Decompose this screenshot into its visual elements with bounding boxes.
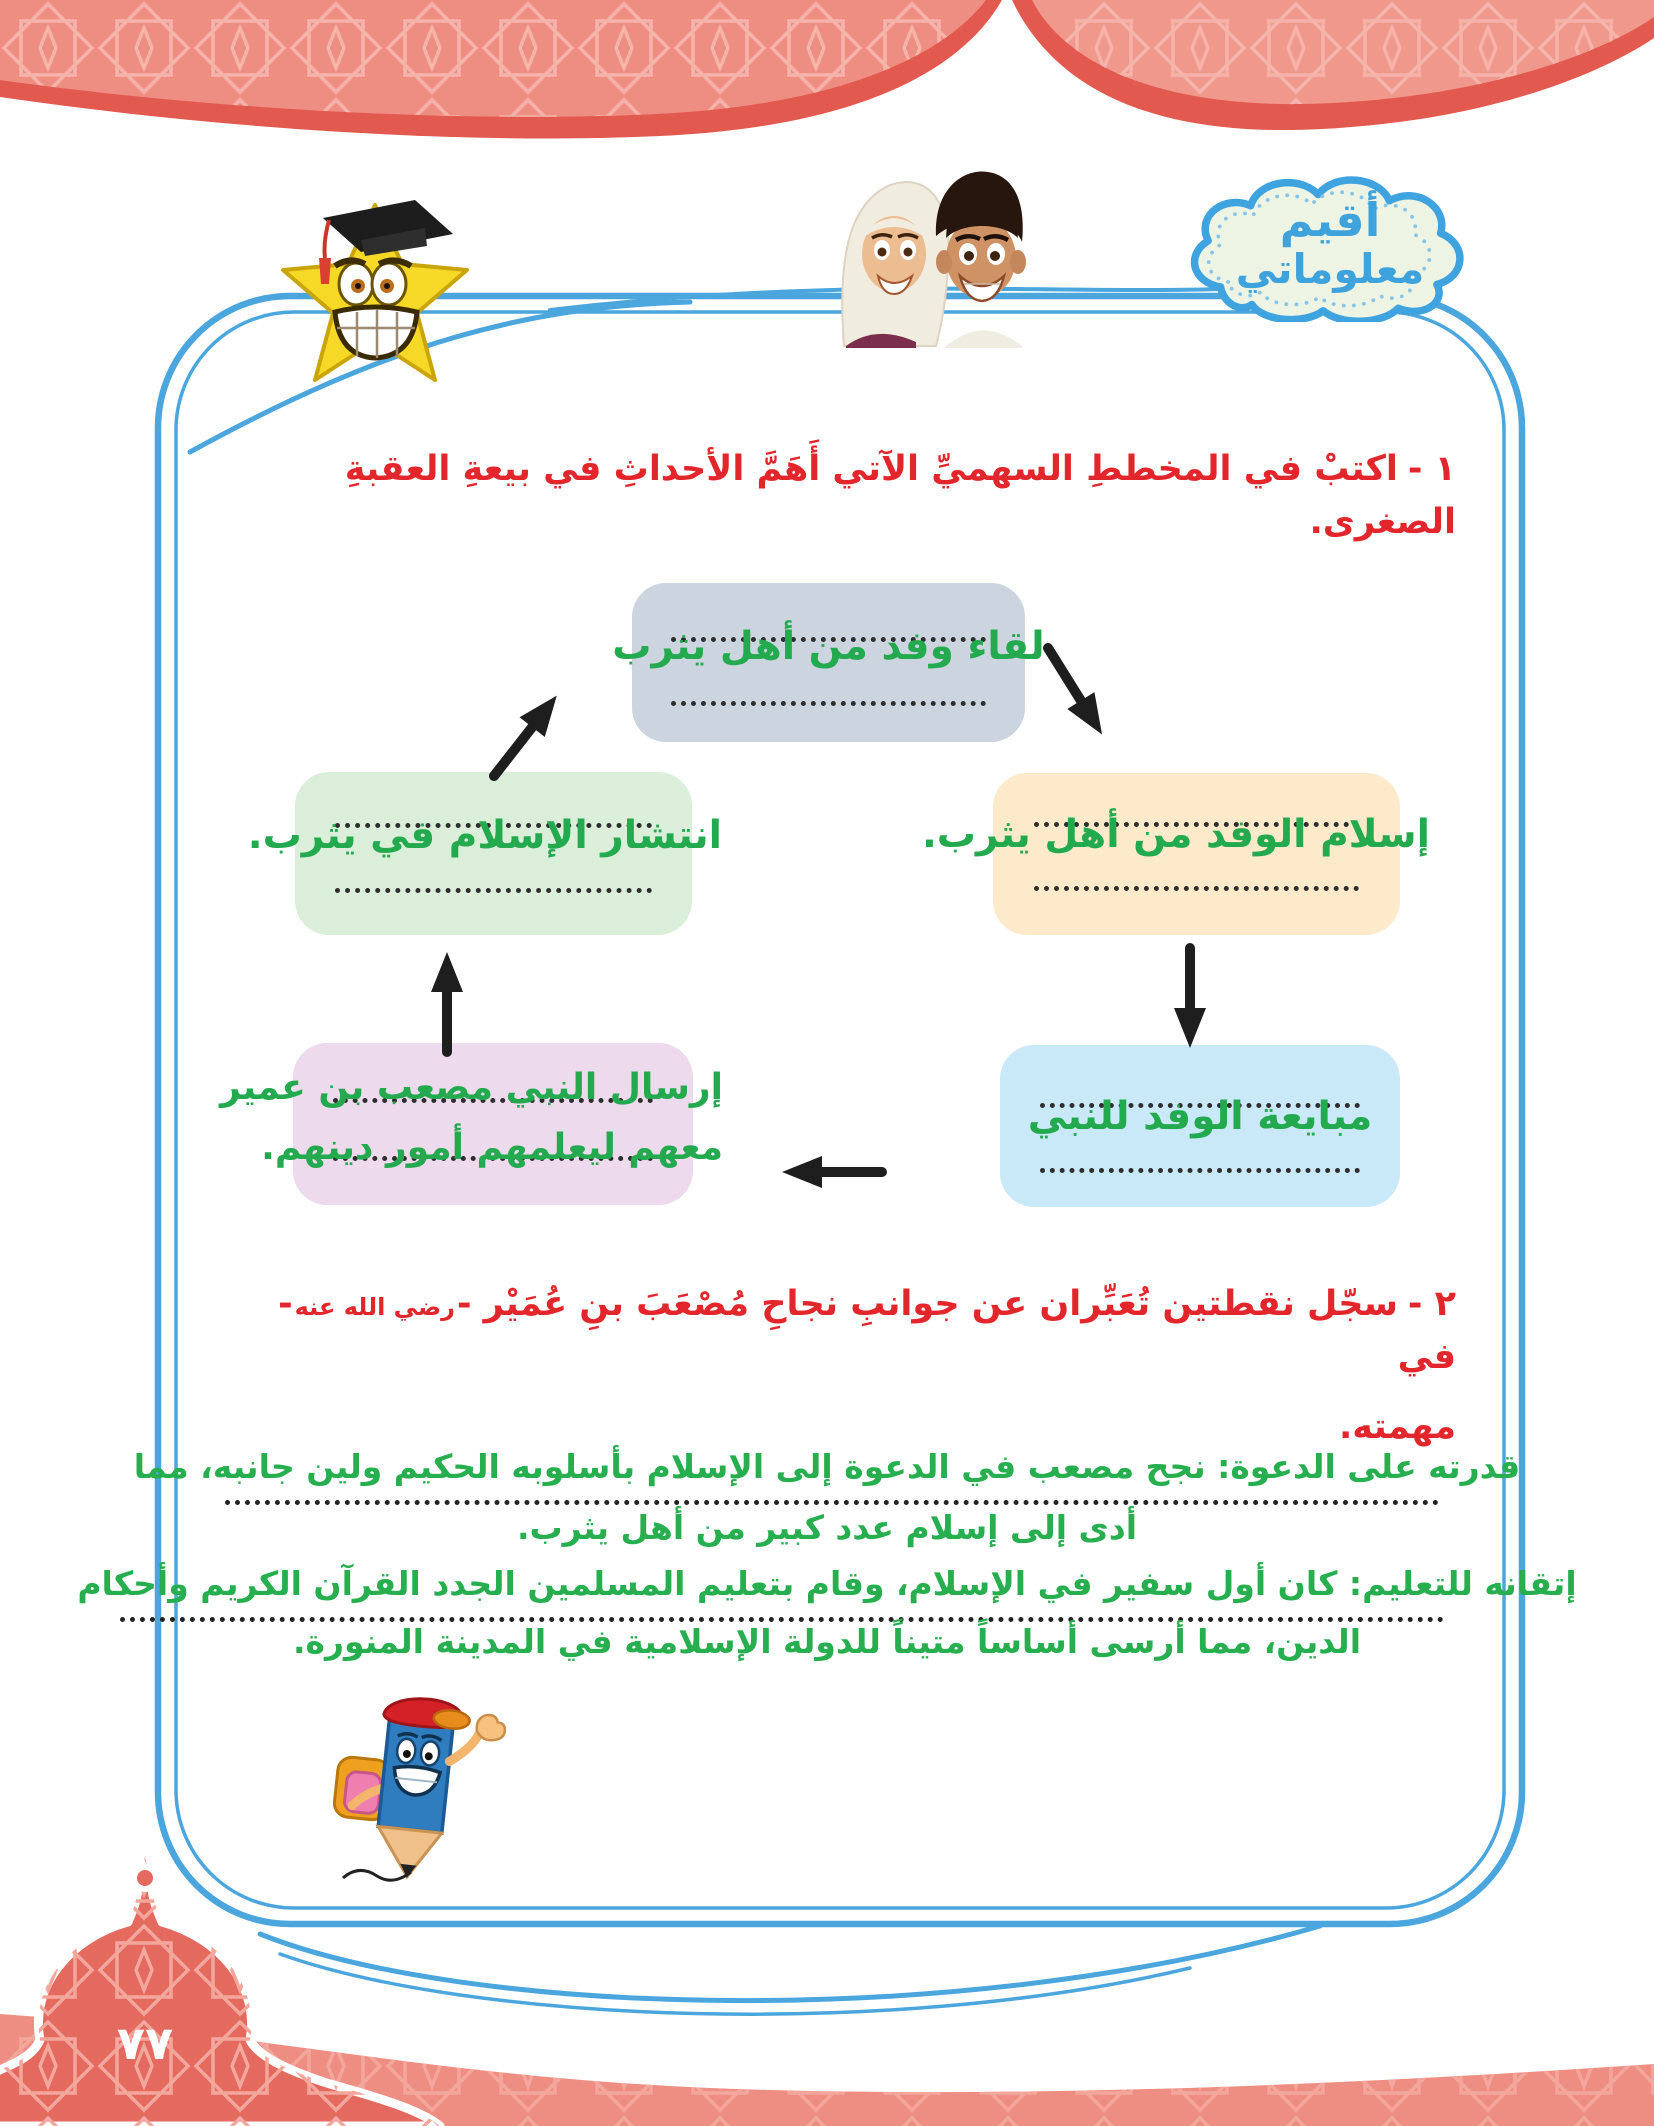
- cap-tassel: [319, 258, 331, 284]
- question-2-number: ٢ -: [1407, 1284, 1456, 1324]
- badge-title-line2: معلوماتي: [1235, 244, 1425, 293]
- question-1: [240, 443, 1456, 548]
- question-2: [210, 1278, 1456, 1454]
- badge-title-line1: أقيم: [1279, 193, 1381, 247]
- flowchart-box-bottom-right[interactable]: [1000, 1045, 1400, 1207]
- flowchart-answer-bottom-right: مبايعة الوفد للنبي: [1027, 1093, 1373, 1139]
- answer-line-3: إتقانه للتعليم: كان أول سفير في الإسلام، وقام بتعليم المسلمين الجدد القرآن الكريم وأحكام: [77, 1564, 1577, 1603]
- boy-ear-left: [936, 250, 952, 274]
- question-2-line2: مهمته.: [1338, 1407, 1456, 1447]
- pencil-hand: [476, 1714, 507, 1742]
- header-band: [0, 0, 1654, 170]
- answer-line-1: قدرته على الدعوة: نجح مصعب في الدعوة إلى الإسلام بأسلوبه الحكيم ولين جانبه، مما: [133, 1447, 1521, 1486]
- honorific-radi-allahu-anhu: رضي الله عنه: [294, 1293, 455, 1321]
- children-image: [836, 146, 1026, 348]
- badge-title: [1205, 195, 1455, 292]
- answer-line-4: الدين، مما أرسى أساساً متيناً للدولة الإسلامية في المدينة المنورة.: [292, 1622, 1362, 1661]
- star-pupil-right-dot: [384, 283, 390, 289]
- star-pupil-left-dot: [355, 283, 361, 289]
- answer-line-2: أدى إلى إسلام عدد كبير من أهل يثرب.: [516, 1508, 1138, 1547]
- flowchart-answer-top: لقاء وفد من أهل يثرب: [612, 624, 1045, 670]
- flowchart-answer-bottom-left-2: معهم ليعلمهم أمور دينهم.: [261, 1127, 723, 1169]
- answer-write-line-1[interactable]: [225, 1500, 1439, 1505]
- question-1-text: اكتبْ في المخططِ السهميِّ الآتي أَهَمَّ الأحداثِ في بيعةِ العقبةِ الصغرى.: [344, 449, 1456, 542]
- write-line[interactable]: [335, 888, 653, 893]
- flowchart-box-right[interactable]: [921, 773, 1430, 935]
- flowchart-answer-bottom-left-1: إرسال النبي مصعب بن عمير: [220, 1067, 723, 1109]
- boy-pupil-left: [964, 251, 974, 261]
- write-line[interactable]: [671, 701, 985, 706]
- footer-band: [0, 1826, 1654, 2126]
- question-2-text-a: سجّل نقطتين تُعَبِّران عن جوانبِ نجاحِ مُصْعَبَ بنِ عُمَيْر -: [456, 1284, 1398, 1324]
- girl-pupil-left: [878, 248, 887, 257]
- question-2-line1: [210, 1278, 1456, 1383]
- boy-pupil-right: [990, 251, 1000, 261]
- flowchart-answer-left: انتشار الإسلام في يثرب.: [247, 812, 722, 858]
- page-number: ٧٧: [116, 2016, 174, 2070]
- boy-ear-right: [1010, 250, 1026, 274]
- question-2-text-b: - في: [278, 1284, 1456, 1377]
- flowchart-box-bottom-left[interactable]: [220, 1043, 723, 1205]
- dome-finial: [134, 1867, 156, 1889]
- write-line[interactable]: [1034, 886, 1360, 891]
- question-1-number: ١ -: [1407, 449, 1456, 489]
- girl-pupil-right: [904, 248, 913, 257]
- flowchart-answer-right: إسلام الوفد من أهل يثرب.: [921, 811, 1430, 857]
- cap-tassel-cord: [325, 220, 330, 258]
- flowchart-box-top[interactable]: [612, 583, 1045, 742]
- flowchart-box-left[interactable]: [247, 772, 722, 935]
- boy-shirt: [944, 330, 1022, 348]
- graduation-star-icon: [265, 180, 485, 395]
- write-line[interactable]: [1040, 1168, 1360, 1173]
